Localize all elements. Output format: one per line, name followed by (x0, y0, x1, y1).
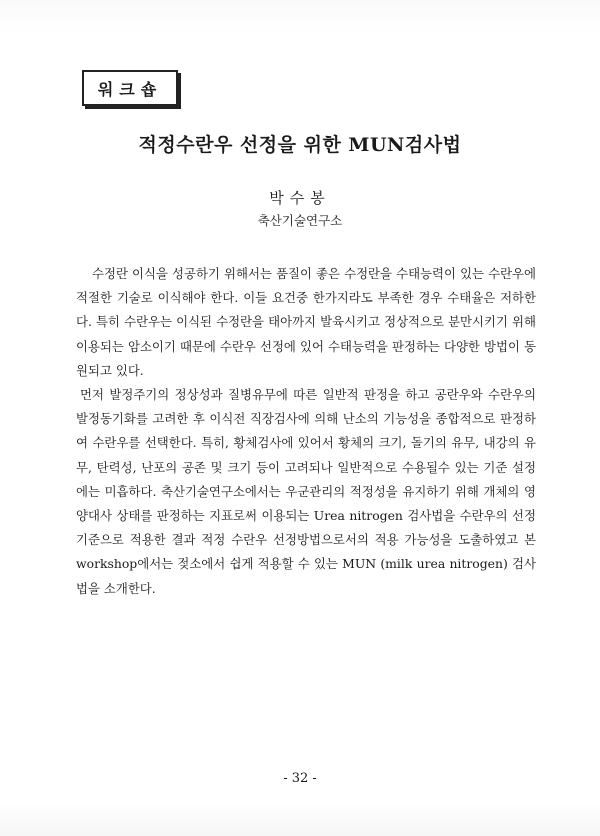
page-title: 적정수란우 선정을 위한 MUN검사법 (138, 134, 462, 156)
author-affiliation: 축산기술연구소 (257, 213, 343, 228)
section-tag: 워크숍 (82, 70, 178, 106)
author-name: 박수봉 (269, 189, 331, 207)
paragraph: 먼저 발정주기의 정상성과 질병유무에 따른 일반적 판정을 하고 공란우와 수란우의 발정동기화를 고려한 후 이식전 직장검사에 의해 난소의 기능성을 종합적으로 판정하여 수란우를 선택한다. 특히, 황체검사에 있어서 황체의 크기, 돌기의 유무, 내강의 유무, 탄력성, 난포의 공존 및 크기 등이 고려되나 일반적으로 수용될수 있는 기준 설정에는 미흡하다. 축산기술연구소에서는 우군관리의 적정성을 유지하기 위해 개체의 영양대사 상태를 판정하는 지표로써 이용되는 Urea nitrogen 검사법을 수란우의 선정기준으로 적용한 결과 적정 수란우 선정방법으로서의 적용 가능성을 도출하였고 본 workshop에서는 젖소에서 쉽게 적용할 수 있는 MUN (milk urea nitrogen) 검사법을 소개한다. (76, 387, 536, 596)
paragraph: 수정란 이식을 성공하기 위해서는 품질이 좋은 수정란을 수태능력이 있는 수란우에 적절한 기술로 이식해야 한다. 이들 요건중 한가지라도 부족한 경우 수태율은 저하한다. 특히 수란우는 이식된 수정란을 태아까지 발육시키고 정상적으로 분만시키기 위해 이용되는 암소이기 때문에 수란우 선정에 있어 수태능력을 판정하는 다양한 방법이 동원되고 있다. (76, 266, 536, 378)
body-text (76, 262, 536, 601)
page-number: - 32 - (283, 771, 317, 786)
